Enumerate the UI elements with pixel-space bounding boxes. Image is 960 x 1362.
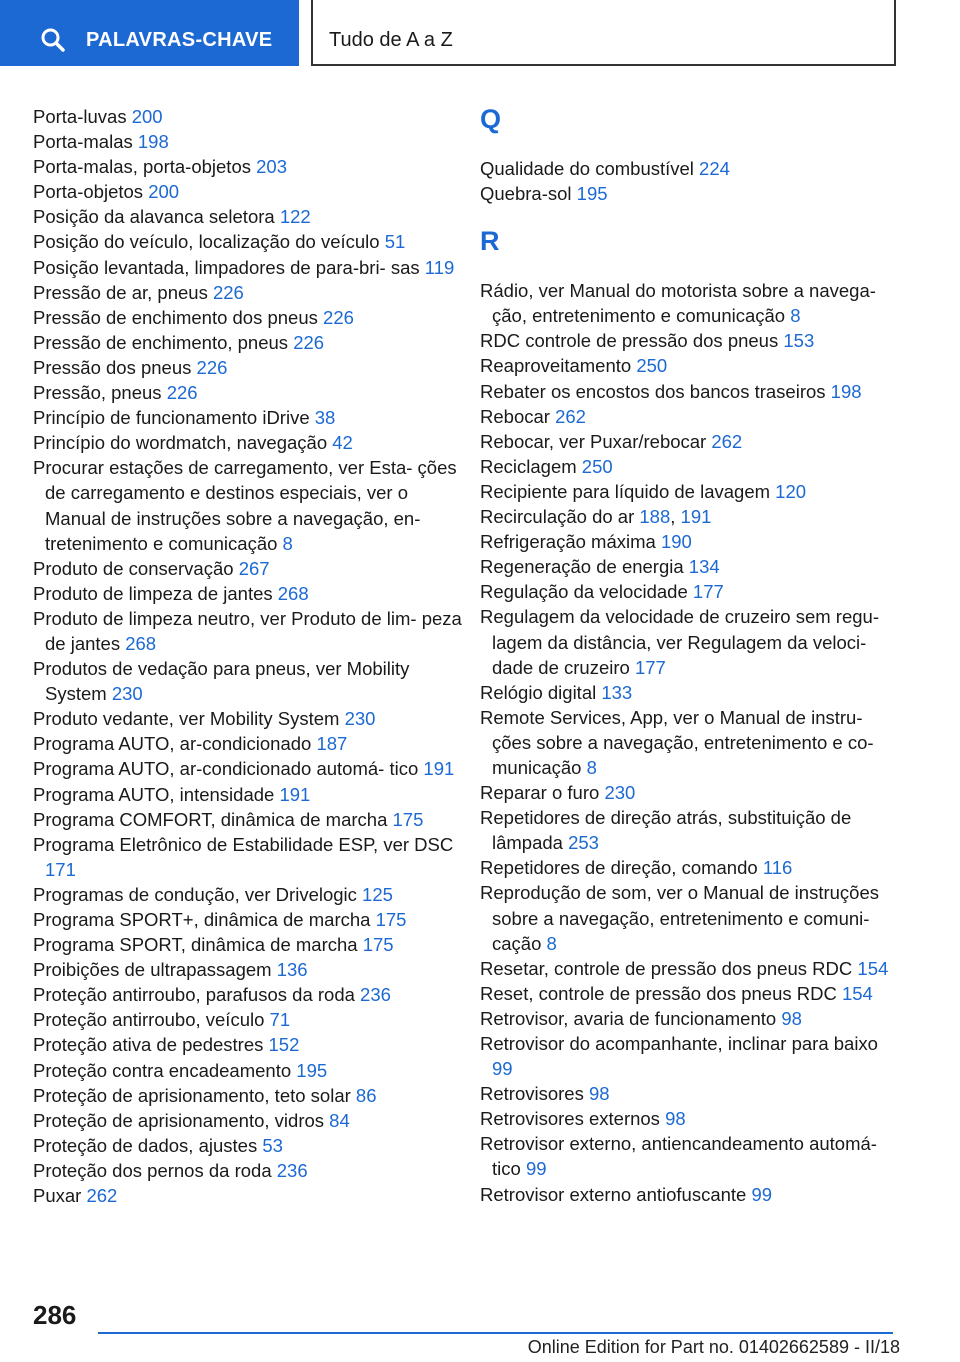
page-link[interactable]: 154 (857, 957, 889, 979)
index-entry (33, 1133, 463, 1158)
entry-text: Proteção de dados, ajustes (33, 1134, 258, 1156)
page-link[interactable]: 119 (424, 256, 455, 278)
index-entry (33, 756, 463, 781)
entry-text: Proteção de aprisionamento, vidros (33, 1109, 325, 1131)
page-link[interactable]: 250 (581, 455, 613, 477)
entry-text: Pressão de enchimento, pneus (33, 331, 289, 353)
index-entry (480, 1081, 900, 1106)
index-column-right (480, 104, 900, 1207)
index-entry (33, 1032, 463, 1057)
page-link[interactable]: 98 (781, 1007, 802, 1029)
page-link[interactable]: 262 (711, 430, 743, 452)
page-link[interactable]: 86 (355, 1084, 377, 1106)
index-entry (33, 731, 463, 756)
page-link[interactable]: 8 (546, 932, 557, 954)
entry-text: Refrigeração máxima (480, 531, 656, 553)
page-link[interactable]: 177 (634, 656, 666, 678)
index-entry (480, 278, 900, 328)
page-link[interactable]: 226 (293, 331, 325, 353)
page-link[interactable]: 224 (699, 158, 730, 179)
entry-text: Relógio digital (480, 681, 597, 703)
page-link[interactable]: 230 (344, 708, 376, 730)
index-entry (33, 355, 463, 380)
index-entry (480, 1031, 900, 1081)
index-entry (33, 832, 463, 882)
index-entry (480, 805, 900, 855)
search-icon (40, 27, 66, 53)
page-link[interactable]: 175 (375, 909, 407, 930)
index-entry (480, 404, 900, 429)
entry-text: Reprodução de som, ver o Manual de instruções sobre a navegação, entretenimento e comuni‐ cação (480, 882, 879, 954)
index-entry (33, 656, 463, 706)
page-link[interactable]: 122 (279, 206, 311, 228)
index-entry (480, 353, 900, 378)
index-entry (480, 328, 900, 353)
entry-text: Programa SPORT+, dinâmica de marcha (33, 909, 371, 930)
entry-text: Produto de conservação (33, 557, 234, 579)
entry-text: Produto de limpeza neutro, ver Produto de lim‐ peza de jantes (33, 607, 462, 654)
entry-text: Qualidade do combustível (480, 158, 694, 179)
index-entry (480, 554, 900, 579)
entry-text: Proteção dos pernos da roda (33, 1159, 272, 1181)
entry-text: Rebocar, ver Puxar/rebocar (480, 430, 707, 452)
entry-text: Proteção antirroubo, parafusos da roda (33, 984, 355, 1006)
page-link[interactable]: 8 (282, 532, 293, 554)
index-entry (33, 1083, 463, 1108)
entry-text: Procurar estações de carregamento, ver Esta‐ ções de carregamento e destinos especiais, ver o Manual de instruções sobre a navegação, en‐ tretenimento e comunicação (33, 457, 457, 554)
entry-text: Pressão de ar, pneus (33, 281, 208, 303)
top-navigation (0, 0, 960, 66)
index-entry (480, 579, 900, 604)
page-link[interactable]: 175 (362, 934, 394, 956)
entry-text: Regulação da velocidade (480, 581, 688, 603)
entry-text: Rebater os encostos dos bancos traseiros (480, 380, 826, 402)
section-r-entries (480, 278, 900, 1206)
page-link[interactable]: 226 (166, 382, 198, 404)
page-link[interactable]: 191 (423, 758, 455, 780)
section-letter-q: Q (480, 104, 502, 134)
index-entry (480, 1131, 900, 1181)
index-entry (33, 1183, 463, 1208)
page-link[interactable]: 198 (830, 380, 862, 402)
entry-text: Retrovisor do acompanhante, inclinar para baixo (480, 1033, 878, 1054)
entry-text: Proteção ativa de pedestres (33, 1034, 264, 1056)
index-entry (33, 982, 463, 1007)
entry-text: Retrovisor externo, antiencandeamento automá‐ tico (480, 1133, 877, 1180)
page-link[interactable]: 99 (492, 1058, 513, 1080)
index-entry (33, 1007, 463, 1032)
index-entry (33, 129, 463, 154)
page-link[interactable]: 8 (586, 756, 597, 778)
index-entry (33, 556, 463, 581)
page-link[interactable]: 133 (601, 681, 633, 703)
entry-text: Posição levantada, limpadores de para-bri‐ sas (33, 256, 420, 278)
page-link[interactable]: 42 (332, 432, 353, 454)
page-link[interactable]: 152 (268, 1034, 300, 1056)
entry-text: Repetidores de direção atrás, substituição de lâmpada (480, 807, 852, 854)
page-link[interactable]: 236 (276, 1159, 308, 1181)
footer-divider (98, 1332, 893, 1334)
entry-text: Quebra-sol (480, 183, 572, 205)
page-link[interactable]: 250 (636, 355, 668, 377)
entry-text: Puxar (33, 1185, 82, 1207)
page-link[interactable]: 253 (568, 832, 599, 854)
entry-text: Produto vedante, ver Mobility System (33, 708, 340, 730)
page-link[interactable]: 71 (269, 1009, 291, 1031)
entry-text: Programa Eletrônico de Estabilidade ESP, ver DSC (33, 833, 454, 855)
page-link[interactable]: 99 (751, 1183, 773, 1205)
section-q-entries (480, 156, 900, 206)
entry-text: Proteção antirroubo, veículo (33, 1009, 265, 1031)
page-link[interactable]: 84 (329, 1109, 350, 1131)
page-link[interactable]: 226 (323, 306, 354, 328)
entry-text: Repetidores de direção, comando (480, 857, 758, 879)
entry-text: Retrovisor externo antiofuscante (480, 1183, 747, 1205)
page-link[interactable]: 262 (86, 1185, 118, 1207)
index-entry (480, 429, 900, 454)
page-link[interactable]: 99 (525, 1158, 547, 1180)
index-entry (480, 680, 900, 705)
entry-text: Rebocar (480, 405, 550, 427)
index-entry (33, 154, 463, 179)
page-link[interactable]: 268 (125, 632, 157, 654)
entry-text: Princípio de funcionamento iDrive (33, 407, 310, 429)
index-entry (480, 981, 900, 1006)
entry-text: Porta-luvas (33, 106, 127, 127)
entry-text: Programa AUTO, ar-condicionado (33, 733, 312, 755)
entry-text: Regeneração de energia (480, 556, 684, 578)
index-entry (33, 1058, 463, 1083)
index-entry (33, 1108, 463, 1133)
index-entry (33, 430, 463, 455)
page-link[interactable]: 191 (680, 506, 712, 528)
index-entry (480, 1106, 900, 1131)
index-entry (480, 705, 900, 780)
index-entry (33, 405, 463, 430)
index-entry (33, 782, 463, 807)
page-link[interactable]: 98 (588, 1083, 610, 1105)
entry-text: Regulagem da velocidade de cruzeiro sem regu‐ lagem da distância, ver Regulagem da veloci‐ dade de cruzeiro (480, 606, 879, 678)
index-entry (480, 1006, 900, 1031)
index-entry (33, 706, 463, 731)
entry-text: Posição do veículo, localização do veículo (33, 231, 380, 253)
index-entry (480, 479, 900, 504)
page-link[interactable]: 268 (277, 582, 309, 604)
entry-text: Produto de limpeza de jantes (33, 582, 273, 604)
page-link[interactable]: 51 (384, 231, 406, 253)
page-link[interactable]: 267 (238, 557, 270, 579)
index-entry (33, 280, 463, 305)
page-link[interactable]: 198 (137, 131, 169, 153)
entry-text: Porta-malas (33, 131, 133, 153)
index-entry (33, 229, 463, 254)
index-entry (480, 156, 900, 181)
entry-text: Reparar o furo (480, 782, 600, 804)
edition-footer: Online Edition for Part no. 01402662589 - II/18 (527, 1337, 900, 1357)
page-link[interactable]: 226 (212, 281, 244, 303)
keywords-label: PALAVRAS-CHAVE (86, 29, 273, 51)
a-to-z-label: Tudo de A a Z (329, 29, 453, 51)
page-link[interactable]: 120 (775, 480, 807, 502)
index-entry (33, 957, 463, 982)
page-link[interactable]: 154 (841, 982, 873, 1004)
index-column-left (33, 104, 463, 1208)
index-entry (33, 907, 463, 932)
entry-text: Reaproveitamento (480, 355, 632, 377)
entry-text: Posição da alavanca seletora (33, 206, 275, 228)
index-entry (33, 179, 463, 204)
index-entry (33, 305, 463, 330)
entry-text: Programa SPORT, dinâmica de marcha (33, 934, 358, 956)
entry-text: Resetar, controle de pressão dos pneus RDC (480, 957, 853, 979)
entry-text: Pressão de enchimento dos pneus (33, 306, 318, 328)
index-entry (480, 956, 900, 981)
index-entry (480, 1182, 900, 1207)
index-entry (480, 454, 900, 479)
entry-text: Rádio, ver Manual do motorista sobre a navega‐ ção, entretenimento e comunicação (480, 280, 876, 327)
keywords-button[interactable] (0, 0, 299, 66)
page-link[interactable]: 136 (276, 959, 308, 981)
index-entry: Recirculação do ar 188, 191 (480, 506, 712, 528)
index-entry (480, 529, 900, 554)
index-entry (33, 204, 463, 229)
page-link[interactable]: 195 (576, 183, 608, 205)
page-link[interactable]: 230 (604, 782, 636, 804)
page-link[interactable]: 53 (262, 1134, 283, 1156)
entry-text: Remote Services, App, ver o Manual de instru‐ ções sobre a navegação, entretenimento e co‐ municação (480, 706, 874, 778)
entry-text: Programa AUTO, ar-condicionado automá‐ tico (33, 758, 419, 780)
a-to-z-tab[interactable] (311, 0, 896, 66)
page-link[interactable]: 191 (279, 783, 311, 805)
entry-text: Recipiente para líquido de lavagem (480, 480, 771, 502)
page-link[interactable]: 171 (45, 858, 76, 880)
index-entry (33, 581, 463, 606)
entry-text: RDC controle de pressão dos pneus (480, 330, 779, 352)
entry-text: Reciclagem (480, 455, 577, 477)
entry-text: Pressão, pneus (33, 382, 162, 404)
index-entry (33, 380, 463, 405)
index-entry (33, 606, 463, 656)
page-link[interactable]: 188 (639, 506, 671, 528)
index-entry (33, 807, 463, 832)
entry-text: Porta-objetos (33, 181, 144, 203)
entry-text: Programa COMFORT, dinâmica de marcha (33, 808, 388, 830)
page-number: 286 (33, 1300, 77, 1330)
page-link[interactable]: 226 (196, 356, 228, 378)
page-link[interactable]: 153 (783, 330, 815, 352)
page-link[interactable]: 203 (256, 156, 288, 178)
index-entry (33, 255, 463, 280)
index-entry (480, 855, 900, 880)
page-link[interactable]: 177 (692, 581, 724, 603)
index-entry (33, 330, 463, 355)
page-link[interactable]: 190 (660, 531, 692, 553)
page-link[interactable]: 98 (665, 1108, 686, 1130)
entry-text: Retrovisores externos (480, 1108, 660, 1130)
entry-text: Retrovisor, avaria de funcionamento (480, 1007, 777, 1029)
entry-text: Proteção de aprisionamento, teto solar (33, 1084, 351, 1106)
entry-text: Pressão dos pneus (33, 356, 192, 378)
index-entry (480, 379, 900, 404)
page-link[interactable]: 187 (316, 733, 348, 755)
page-link[interactable]: 116 (762, 857, 793, 879)
page-link[interactable]: 200 (148, 181, 180, 203)
page-link[interactable]: 175 (392, 808, 424, 830)
page-link[interactable]: 230 (111, 683, 143, 705)
entry-text: Produtos de vedação para pneus, ver Mobility System (33, 658, 410, 705)
entry-text: Porta-malas, porta-objetos (33, 156, 251, 178)
page-link[interactable]: 195 (296, 1059, 328, 1081)
page-link[interactable]: 8 (790, 305, 801, 327)
index-entry (33, 932, 463, 957)
entry-text: Proibições de ultrapassagem (33, 959, 272, 981)
page-link[interactable]: 236 (360, 984, 391, 1006)
entry-text: Princípio do wordmatch, navegação (33, 432, 328, 454)
index-entry (480, 604, 900, 679)
index-entry (33, 882, 463, 907)
index-entry (480, 880, 900, 955)
page-link[interactable]: 125 (362, 883, 393, 905)
entry-text: Reset, controle de pressão dos pneus RDC (480, 982, 837, 1004)
index-entry (480, 181, 900, 206)
page-link[interactable]: 200 (131, 106, 163, 127)
index-entry (33, 104, 463, 129)
entry-text: Programas de condução, ver Drivelogic (33, 883, 357, 905)
page-link[interactable]: 38 (314, 407, 336, 429)
entry-text: Recirculação do ar (480, 506, 635, 528)
entry-text: Proteção contra encadeamento (33, 1059, 292, 1081)
page-link[interactable]: 262 (555, 405, 586, 427)
entry-text: Programa AUTO, intensidade (33, 783, 275, 805)
index-entry (33, 1158, 463, 1183)
entry-text: Retrovisores (480, 1083, 584, 1105)
index-entry (480, 780, 900, 805)
page-link[interactable]: 134 (688, 556, 720, 578)
index-entry (33, 455, 463, 555)
section-letter-r: R (480, 226, 500, 257)
